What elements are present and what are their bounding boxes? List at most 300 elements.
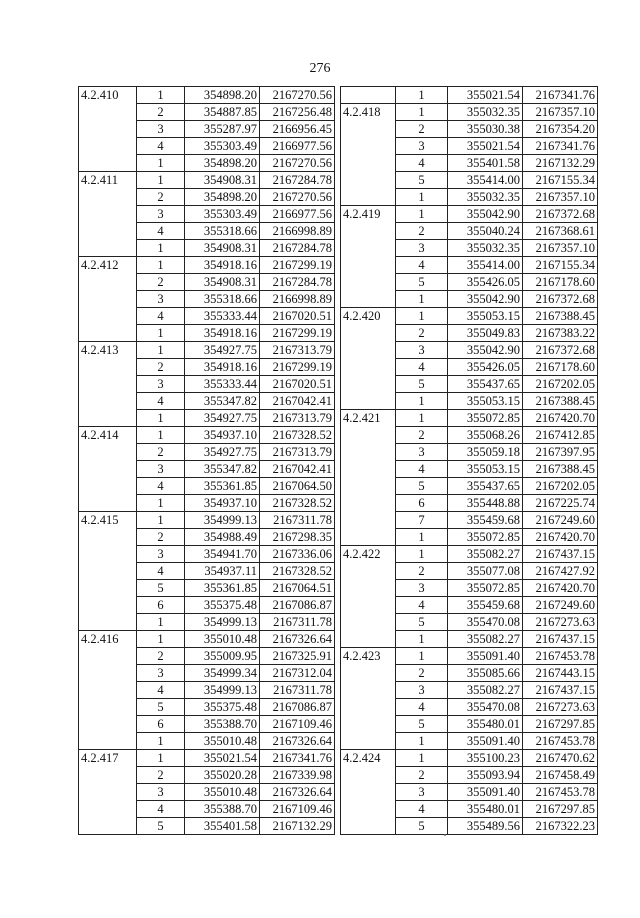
- y-coordinate-cell: 2167064.50: [260, 478, 335, 495]
- x-coordinate-cell: 354908.31: [185, 240, 260, 257]
- x-coordinate-cell: 354887.85: [185, 104, 260, 121]
- table-row: [341, 529, 598, 546]
- point-number-cell: 4: [137, 478, 185, 495]
- table-row: [341, 427, 598, 444]
- point-number-cell: 1: [396, 529, 448, 546]
- x-coordinate-cell: 355437.65: [448, 376, 523, 393]
- point-number-cell: 1: [137, 257, 185, 274]
- parcel-id-cell: [79, 308, 137, 325]
- parcel-id-cell: [341, 597, 396, 614]
- x-coordinate-cell: 355010.48: [185, 784, 260, 801]
- table-row: [79, 342, 335, 359]
- table-row: [79, 87, 335, 104]
- point-number-cell: 3: [396, 682, 448, 699]
- parcel-id-cell: [79, 274, 137, 291]
- point-number-cell: 3: [396, 784, 448, 801]
- x-coordinate-cell: 355030.38: [448, 121, 523, 138]
- point-number-cell: 4: [137, 393, 185, 410]
- parcel-id-cell: [79, 121, 137, 138]
- x-coordinate-cell: 355347.82: [185, 393, 260, 410]
- x-coordinate-cell: 355361.85: [185, 478, 260, 495]
- point-number-cell: 3: [396, 342, 448, 359]
- parcel-id-cell: [341, 444, 396, 461]
- x-coordinate-cell: 355437.65: [448, 478, 523, 495]
- table-row: [341, 359, 598, 376]
- parcel-id-cell: [341, 138, 396, 155]
- table-row: [79, 614, 335, 631]
- x-coordinate-cell: 354988.49: [185, 529, 260, 546]
- y-coordinate-cell: 2167064.51: [260, 580, 335, 597]
- parcel-id-cell: [341, 291, 396, 308]
- table-row: [341, 631, 598, 648]
- parcel-id-cell: [341, 665, 396, 682]
- parcel-id-cell: [79, 478, 137, 495]
- y-coordinate-cell: 2166998.89: [260, 291, 335, 308]
- parcel-id-cell: 4.2.410: [79, 87, 137, 104]
- x-coordinate-cell: 355414.00: [448, 257, 523, 274]
- parcel-id-cell: [79, 767, 137, 784]
- table-row: [341, 223, 598, 240]
- x-coordinate-cell: 355489.56: [448, 818, 523, 835]
- table-row: [341, 767, 598, 784]
- y-coordinate-cell: 2167273.63: [523, 699, 598, 716]
- x-coordinate-cell: 355287.97: [185, 121, 260, 138]
- x-coordinate-cell: 355100.23: [448, 750, 523, 767]
- parcel-id-cell: 4.2.422: [341, 546, 396, 563]
- y-coordinate-cell: 2167427.92: [523, 563, 598, 580]
- point-number-cell: 5: [396, 376, 448, 393]
- x-coordinate-cell: 355347.82: [185, 461, 260, 478]
- point-number-cell: 7: [396, 512, 448, 529]
- y-coordinate-cell: 2167109.46: [260, 801, 335, 818]
- parcel-id-cell: [341, 784, 396, 801]
- point-number-cell: 2: [137, 274, 185, 291]
- point-number-cell: 2: [137, 359, 185, 376]
- point-number-cell: 2: [137, 648, 185, 665]
- parcel-id-cell: [341, 818, 396, 835]
- y-coordinate-cell: 2167339.98: [260, 767, 335, 784]
- parcel-id-cell: [341, 87, 396, 104]
- parcel-id-cell: [79, 563, 137, 580]
- y-coordinate-cell: 2167453.78: [523, 648, 598, 665]
- y-coordinate-cell: 2166977.56: [260, 138, 335, 155]
- page-number: 276: [309, 61, 331, 76]
- table-row: [341, 342, 598, 359]
- point-number-cell: 5: [396, 716, 448, 733]
- x-coordinate-cell: 354918.16: [185, 359, 260, 376]
- table-row: [79, 138, 335, 155]
- point-number-cell: 1: [396, 631, 448, 648]
- y-coordinate-cell: 2167020.51: [260, 376, 335, 393]
- x-coordinate-cell: 355032.35: [448, 104, 523, 121]
- y-coordinate-cell: 2167470.62: [523, 750, 598, 767]
- x-coordinate-cell: 355470.08: [448, 614, 523, 631]
- table-row: [79, 461, 335, 478]
- table-row: [341, 614, 598, 631]
- table-row: [79, 189, 335, 206]
- parcel-id-cell: [341, 614, 396, 631]
- point-number-cell: 1: [137, 87, 185, 104]
- table-row: [341, 444, 598, 461]
- parcel-id-cell: [341, 733, 396, 750]
- x-coordinate-cell: 355082.27: [448, 546, 523, 563]
- table-row: [341, 478, 598, 495]
- y-coordinate-cell: 2167284.78: [260, 240, 335, 257]
- table-row: [341, 393, 598, 410]
- parcel-id-cell: [79, 801, 137, 818]
- x-coordinate-cell: 355021.54: [448, 87, 523, 104]
- table-row: [79, 733, 335, 750]
- table-row: [341, 546, 598, 563]
- x-coordinate-cell: 354908.31: [185, 172, 260, 189]
- point-number-cell: 4: [137, 801, 185, 818]
- parcel-id-cell: [79, 648, 137, 665]
- point-number-cell: 3: [396, 240, 448, 257]
- parcel-id-cell: [341, 121, 396, 138]
- parcel-id-cell: [79, 376, 137, 393]
- y-coordinate-cell: 2167341.76: [260, 750, 335, 767]
- table-row: [79, 291, 335, 308]
- point-number-cell: 1: [396, 87, 448, 104]
- table-row: [79, 546, 335, 563]
- point-number-cell: 3: [137, 784, 185, 801]
- x-coordinate-cell: 355426.05: [448, 359, 523, 376]
- table-row: [341, 291, 598, 308]
- x-coordinate-cell: 355459.68: [448, 597, 523, 614]
- table-row: [79, 512, 335, 529]
- y-coordinate-cell: 2167178.60: [523, 359, 598, 376]
- table-row: [341, 308, 598, 325]
- table-body-right: [341, 87, 598, 835]
- point-number-cell: 1: [396, 393, 448, 410]
- point-number-cell: 4: [396, 801, 448, 818]
- parcel-id-cell: 4.2.413: [79, 342, 137, 359]
- table-row: [79, 716, 335, 733]
- point-number-cell: 2: [137, 104, 185, 121]
- x-coordinate-cell: 355426.05: [448, 274, 523, 291]
- point-number-cell: 1: [396, 308, 448, 325]
- x-coordinate-cell: 355072.85: [448, 529, 523, 546]
- parcel-id-cell: [341, 682, 396, 699]
- table-row: [341, 512, 598, 529]
- table-row: [79, 784, 335, 801]
- point-number-cell: 1: [137, 733, 185, 750]
- x-coordinate-cell: 355388.70: [185, 716, 260, 733]
- y-coordinate-cell: 2167086.87: [260, 597, 335, 614]
- x-coordinate-cell: 355072.85: [448, 580, 523, 597]
- y-coordinate-cell: 2167249.60: [523, 512, 598, 529]
- y-coordinate-cell: 2167299.19: [260, 359, 335, 376]
- point-number-cell: 4: [396, 699, 448, 716]
- parcel-id-cell: [79, 393, 137, 410]
- table-row: [341, 580, 598, 597]
- parcel-id-cell: [79, 223, 137, 240]
- y-coordinate-cell: 2166956.45: [260, 121, 335, 138]
- x-coordinate-cell: 355072.85: [448, 410, 523, 427]
- parcel-id-cell: [79, 529, 137, 546]
- x-coordinate-cell: 355032.35: [448, 240, 523, 257]
- x-coordinate-cell: 354937.10: [185, 495, 260, 512]
- table-row: [79, 104, 335, 121]
- y-coordinate-cell: 2167388.45: [523, 393, 598, 410]
- y-coordinate-cell: 2167313.79: [260, 444, 335, 461]
- point-number-cell: 2: [137, 529, 185, 546]
- x-coordinate-cell: 354999.13: [185, 682, 260, 699]
- y-coordinate-cell: 2166998.89: [260, 223, 335, 240]
- parcel-id-cell: [341, 189, 396, 206]
- parcel-id-cell: [79, 206, 137, 223]
- y-coordinate-cell: 2167372.68: [523, 342, 598, 359]
- point-number-cell: 2: [396, 665, 448, 682]
- point-number-cell: 1: [396, 750, 448, 767]
- table-row: [341, 733, 598, 750]
- parcel-id-cell: 4.2.421: [341, 410, 396, 427]
- table-row: [79, 427, 335, 444]
- point-number-cell: 1: [137, 342, 185, 359]
- parcel-id-cell: [79, 784, 137, 801]
- x-coordinate-cell: 355093.94: [448, 767, 523, 784]
- y-coordinate-cell: 2167202.05: [523, 478, 598, 495]
- table-row: [79, 631, 335, 648]
- point-number-cell: 3: [396, 444, 448, 461]
- parcel-id-cell: [341, 359, 396, 376]
- table-row: [341, 750, 598, 767]
- table-row: [79, 563, 335, 580]
- y-coordinate-cell: 2167397.95: [523, 444, 598, 461]
- y-coordinate-cell: 2167437.15: [523, 631, 598, 648]
- x-coordinate-cell: 355010.48: [185, 631, 260, 648]
- table-row: [79, 376, 335, 393]
- parcel-id-cell: 4.2.424: [341, 750, 396, 767]
- x-coordinate-cell: 354999.34: [185, 665, 260, 682]
- point-number-cell: 3: [396, 138, 448, 155]
- point-number-cell: 4: [396, 155, 448, 172]
- y-coordinate-cell: 2167383.22: [523, 325, 598, 342]
- parcel-id-cell: 4.2.414: [79, 427, 137, 444]
- parcel-id-cell: [341, 257, 396, 274]
- x-coordinate-cell: 355053.15: [448, 461, 523, 478]
- table-row: [341, 121, 598, 138]
- parcel-id-cell: 4.2.412: [79, 257, 137, 274]
- point-number-cell: 4: [396, 461, 448, 478]
- point-number-cell: 2: [396, 767, 448, 784]
- x-coordinate-cell: 355082.27: [448, 682, 523, 699]
- x-coordinate-cell: 354918.16: [185, 325, 260, 342]
- parcel-id-cell: 4.2.420: [341, 308, 396, 325]
- y-coordinate-cell: 2167086.87: [260, 699, 335, 716]
- y-coordinate-cell: 2167311.78: [260, 512, 335, 529]
- parcel-id-cell: [79, 155, 137, 172]
- x-coordinate-cell: 355091.40: [448, 784, 523, 801]
- y-coordinate-cell: 2167357.10: [523, 104, 598, 121]
- y-coordinate-cell: 2167225.74: [523, 495, 598, 512]
- table-row: [79, 801, 335, 818]
- point-number-cell: 4: [137, 308, 185, 325]
- x-coordinate-cell: 354927.75: [185, 444, 260, 461]
- x-coordinate-cell: 355388.70: [185, 801, 260, 818]
- parcel-id-cell: [341, 529, 396, 546]
- x-coordinate-cell: 355020.28: [185, 767, 260, 784]
- point-number-cell: 2: [396, 563, 448, 580]
- x-coordinate-cell: 354898.20: [185, 189, 260, 206]
- table-row: [79, 257, 335, 274]
- parcel-id-cell: [79, 444, 137, 461]
- table-row: [79, 359, 335, 376]
- table-row: [79, 274, 335, 291]
- y-coordinate-cell: 2167354.20: [523, 121, 598, 138]
- table-row: [79, 495, 335, 512]
- point-number-cell: 2: [396, 427, 448, 444]
- table-row: [341, 155, 598, 172]
- y-coordinate-cell: 2166977.56: [260, 206, 335, 223]
- table-row: [341, 784, 598, 801]
- parcel-id-cell: [341, 631, 396, 648]
- table-row: [79, 750, 335, 767]
- y-coordinate-cell: 2167297.85: [523, 801, 598, 818]
- x-coordinate-cell: 355021.54: [448, 138, 523, 155]
- table-row: [341, 818, 598, 835]
- x-coordinate-cell: 355401.58: [185, 818, 260, 835]
- parcel-id-cell: [79, 189, 137, 206]
- y-coordinate-cell: 2167420.70: [523, 529, 598, 546]
- x-coordinate-cell: 355010.48: [185, 733, 260, 750]
- y-coordinate-cell: 2167326.64: [260, 631, 335, 648]
- y-coordinate-cell: 2167326.64: [260, 733, 335, 750]
- y-coordinate-cell: 2167178.60: [523, 274, 598, 291]
- x-coordinate-cell: 354999.13: [185, 512, 260, 529]
- table-row: [341, 172, 598, 189]
- y-coordinate-cell: 2167311.78: [260, 682, 335, 699]
- table-row: [341, 461, 598, 478]
- point-number-cell: 1: [137, 495, 185, 512]
- x-coordinate-cell: 354898.20: [185, 155, 260, 172]
- y-coordinate-cell: 2167155.34: [523, 172, 598, 189]
- point-number-cell: 6: [396, 495, 448, 512]
- x-coordinate-cell: 355040.24: [448, 223, 523, 240]
- x-coordinate-cell: 355049.83: [448, 325, 523, 342]
- point-number-cell: 2: [396, 121, 448, 138]
- table-row: [341, 376, 598, 393]
- x-coordinate-cell: 355091.40: [448, 648, 523, 665]
- point-number-cell: 4: [396, 359, 448, 376]
- table-row: [79, 206, 335, 223]
- parcel-id-cell: [79, 138, 137, 155]
- point-number-cell: 2: [137, 767, 185, 784]
- table-row: [341, 410, 598, 427]
- x-coordinate-cell: 355480.01: [448, 716, 523, 733]
- parcel-id-cell: [341, 376, 396, 393]
- point-number-cell: 1: [137, 631, 185, 648]
- table-body-left: [79, 87, 335, 835]
- point-number-cell: 1: [137, 240, 185, 257]
- x-coordinate-cell: 355042.90: [448, 291, 523, 308]
- table-row: [79, 240, 335, 257]
- table-row: [341, 597, 598, 614]
- table-row: [79, 308, 335, 325]
- point-number-cell: 1: [396, 546, 448, 563]
- table-row: [79, 699, 335, 716]
- table-row: [79, 444, 335, 461]
- point-number-cell: 1: [137, 512, 185, 529]
- y-coordinate-cell: 2167132.29: [260, 818, 335, 835]
- parcel-id-cell: 4.2.417: [79, 750, 137, 767]
- y-coordinate-cell: 2167412.85: [523, 427, 598, 444]
- y-coordinate-cell: 2167372.68: [523, 291, 598, 308]
- point-number-cell: 3: [137, 546, 185, 563]
- x-coordinate-cell: 355401.58: [448, 155, 523, 172]
- y-coordinate-cell: 2167249.60: [523, 597, 598, 614]
- parcel-id-cell: [341, 563, 396, 580]
- y-coordinate-cell: 2167368.61: [523, 223, 598, 240]
- parcel-id-cell: 4.2.416: [79, 631, 137, 648]
- x-coordinate-cell: 355077.08: [448, 563, 523, 580]
- table-row: [79, 597, 335, 614]
- y-coordinate-cell: 2167042.41: [260, 393, 335, 410]
- point-number-cell: 5: [137, 580, 185, 597]
- y-coordinate-cell: 2167336.06: [260, 546, 335, 563]
- y-coordinate-cell: 2167453.78: [523, 784, 598, 801]
- y-coordinate-cell: 2167341.76: [523, 87, 598, 104]
- x-coordinate-cell: 355009.95: [185, 648, 260, 665]
- x-coordinate-cell: 354999.13: [185, 614, 260, 631]
- parcel-id-cell: 4.2.419: [341, 206, 396, 223]
- y-coordinate-cell: 2167357.10: [523, 240, 598, 257]
- parcel-id-cell: [341, 699, 396, 716]
- table-row: [79, 478, 335, 495]
- parcel-id-cell: [341, 393, 396, 410]
- x-coordinate-cell: 355303.49: [185, 138, 260, 155]
- parcel-id-cell: [341, 495, 396, 512]
- table-row: [79, 121, 335, 138]
- x-coordinate-cell: 355480.01: [448, 801, 523, 818]
- y-coordinate-cell: 2167297.85: [523, 716, 598, 733]
- parcel-id-cell: [341, 240, 396, 257]
- parcel-id-cell: [341, 342, 396, 359]
- coordinate-table-left: [78, 86, 335, 835]
- x-coordinate-cell: 355085.66: [448, 665, 523, 682]
- y-coordinate-cell: 2167443.15: [523, 665, 598, 682]
- x-coordinate-cell: 355448.88: [448, 495, 523, 512]
- parcel-id-cell: [341, 801, 396, 818]
- table-row: [79, 665, 335, 682]
- x-coordinate-cell: 354927.75: [185, 342, 260, 359]
- x-coordinate-cell: 355021.54: [185, 750, 260, 767]
- parcel-id-cell: [79, 495, 137, 512]
- point-number-cell: 5: [137, 818, 185, 835]
- parcel-id-cell: [341, 716, 396, 733]
- y-coordinate-cell: 2167042.41: [260, 461, 335, 478]
- y-coordinate-cell: 2167420.70: [523, 580, 598, 597]
- x-coordinate-cell: 355059.18: [448, 444, 523, 461]
- table-row: [341, 716, 598, 733]
- y-coordinate-cell: 2167437.15: [523, 546, 598, 563]
- table-row: [79, 818, 335, 835]
- x-coordinate-cell: 355053.15: [448, 393, 523, 410]
- y-coordinate-cell: 2167312.04: [260, 665, 335, 682]
- y-coordinate-cell: 2167284.78: [260, 172, 335, 189]
- table-row: [341, 206, 598, 223]
- x-coordinate-cell: 355082.27: [448, 631, 523, 648]
- parcel-id-cell: [341, 580, 396, 597]
- table-row: [79, 223, 335, 240]
- y-coordinate-cell: 2167313.79: [260, 410, 335, 427]
- x-coordinate-cell: 355042.90: [448, 206, 523, 223]
- y-coordinate-cell: 2167299.19: [260, 257, 335, 274]
- parcel-id-cell: 4.2.411: [79, 172, 137, 189]
- y-coordinate-cell: 2167299.19: [260, 325, 335, 342]
- x-coordinate-cell: 354898.20: [185, 87, 260, 104]
- y-coordinate-cell: 2167020.51: [260, 308, 335, 325]
